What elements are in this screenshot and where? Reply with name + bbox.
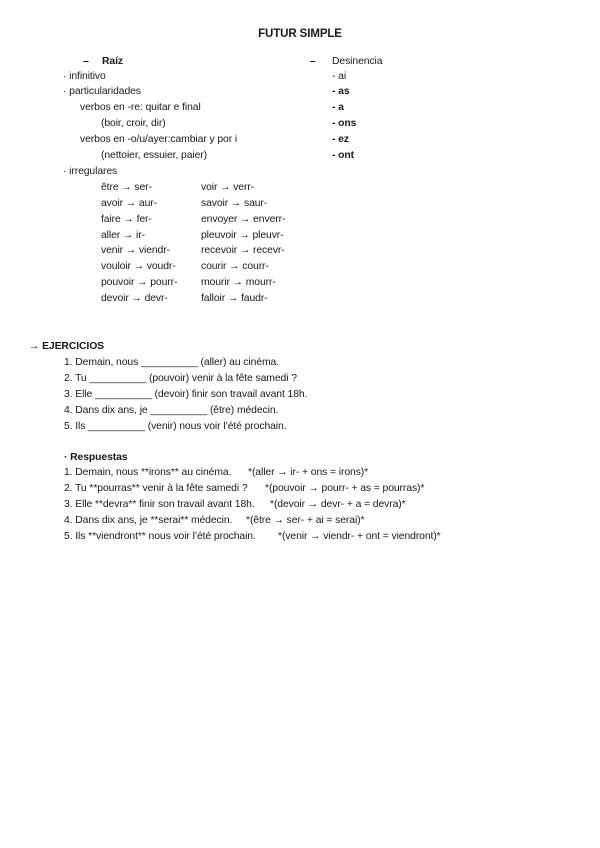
irregular-stem: mourir → mourr- [201,277,276,288]
ending-item: - ai [332,71,347,82]
irregular-stem: pleuvoir → pleuvr- [201,230,284,241]
irregular-stem: vouloir → voudr- [101,261,176,272]
raiz-item: (nettoier, essuier, paier) [101,150,207,161]
ejercicios-heading: → EJERCICIOS [29,341,105,352]
ending-item: - ez [332,134,349,145]
answer-sentence: 5. Ils **viendront** nous voir l’été prochain. [64,531,256,542]
respuestas-heading: · Respuestas [64,452,128,463]
irregular-stem: voir → verr- [201,182,255,193]
irregular-stem: envoyer → enverr- [201,214,286,225]
ending-item: - a [332,102,344,113]
irregular-stem: être → ser- [101,182,152,193]
raiz-item: · irregulares [63,166,118,177]
irregular-stem: courir → courr- [201,261,269,272]
answer-note: *(devoir → devr- + a = devra)* [270,499,406,510]
irregular-stem: faire → fer- [101,214,152,225]
irregular-stem: falloir → faudr- [201,293,268,304]
desinencia-heading: Desinencia [332,56,383,67]
answer-sentence: 2. Tu **pourras** venir à la fête samedi ? [64,483,248,494]
raiz-item: (boir, croir, dir) [101,118,166,129]
exercise-item: 1. Demain, nous __________ (aller) au cinéma. [64,357,279,368]
raiz-item: · particularidades [63,86,141,97]
irregular-stem: savoir → saur- [201,198,268,209]
exercise-item: 5. Ils __________ (venir) nous voir l’été prochain. [64,421,287,432]
page-title: FUTUR SIMPLE [258,28,342,40]
answer-sentence: 1. Demain, nous **irons** au cinéma. [64,467,232,478]
exercise-item: 3. Elle __________ (devoir) finir son travail avant 18h. [64,389,308,400]
answer-note: *(aller → ir- + ons = irons)* [248,467,369,478]
answer-sentence: 4. Dans dix ans, je **serai** médecin. [64,515,233,526]
ending-item: - as [332,86,350,97]
irregular-stem: recevoir → recevr- [201,245,285,256]
exercise-item: 4. Dans dix ans, je __________ (être) médecin. [64,405,279,416]
irregular-stem: devoir → devr- [101,293,168,304]
raiz-item: verbos en -o/u/ayer:cambiar y por i [80,134,238,145]
raiz-item: verbos en -re: quitar e final [80,102,201,113]
ending-item: - ons [332,118,357,129]
irregular-stem: avoir → aur- [101,198,157,209]
answer-sentence: 3. Elle **devra** finir son travail avant 18h. [64,499,255,510]
desinencia-bullet: – [310,56,316,67]
irregular-stem: aller → ir- [101,230,145,241]
answer-note: *(être → ser- + ai = serai)* [246,515,365,526]
irregular-stem: venir → viendr- [101,245,170,256]
answer-note: *(venir → viendr- + ont = viendront)* [278,531,441,542]
irregular-stem: pouvoir → pourr- [101,277,178,288]
answer-note: *(pouvoir → pourr- + as = pourras)* [265,483,425,494]
raiz-bullet: – [83,56,89,67]
ending-item: - ont [332,150,355,161]
raiz-heading: Raíz [102,56,123,67]
raiz-item: · infinitivo [63,71,106,82]
exercise-item: 2. Tu __________ (pouvoir) venir à la fête samedi ? [64,373,297,384]
